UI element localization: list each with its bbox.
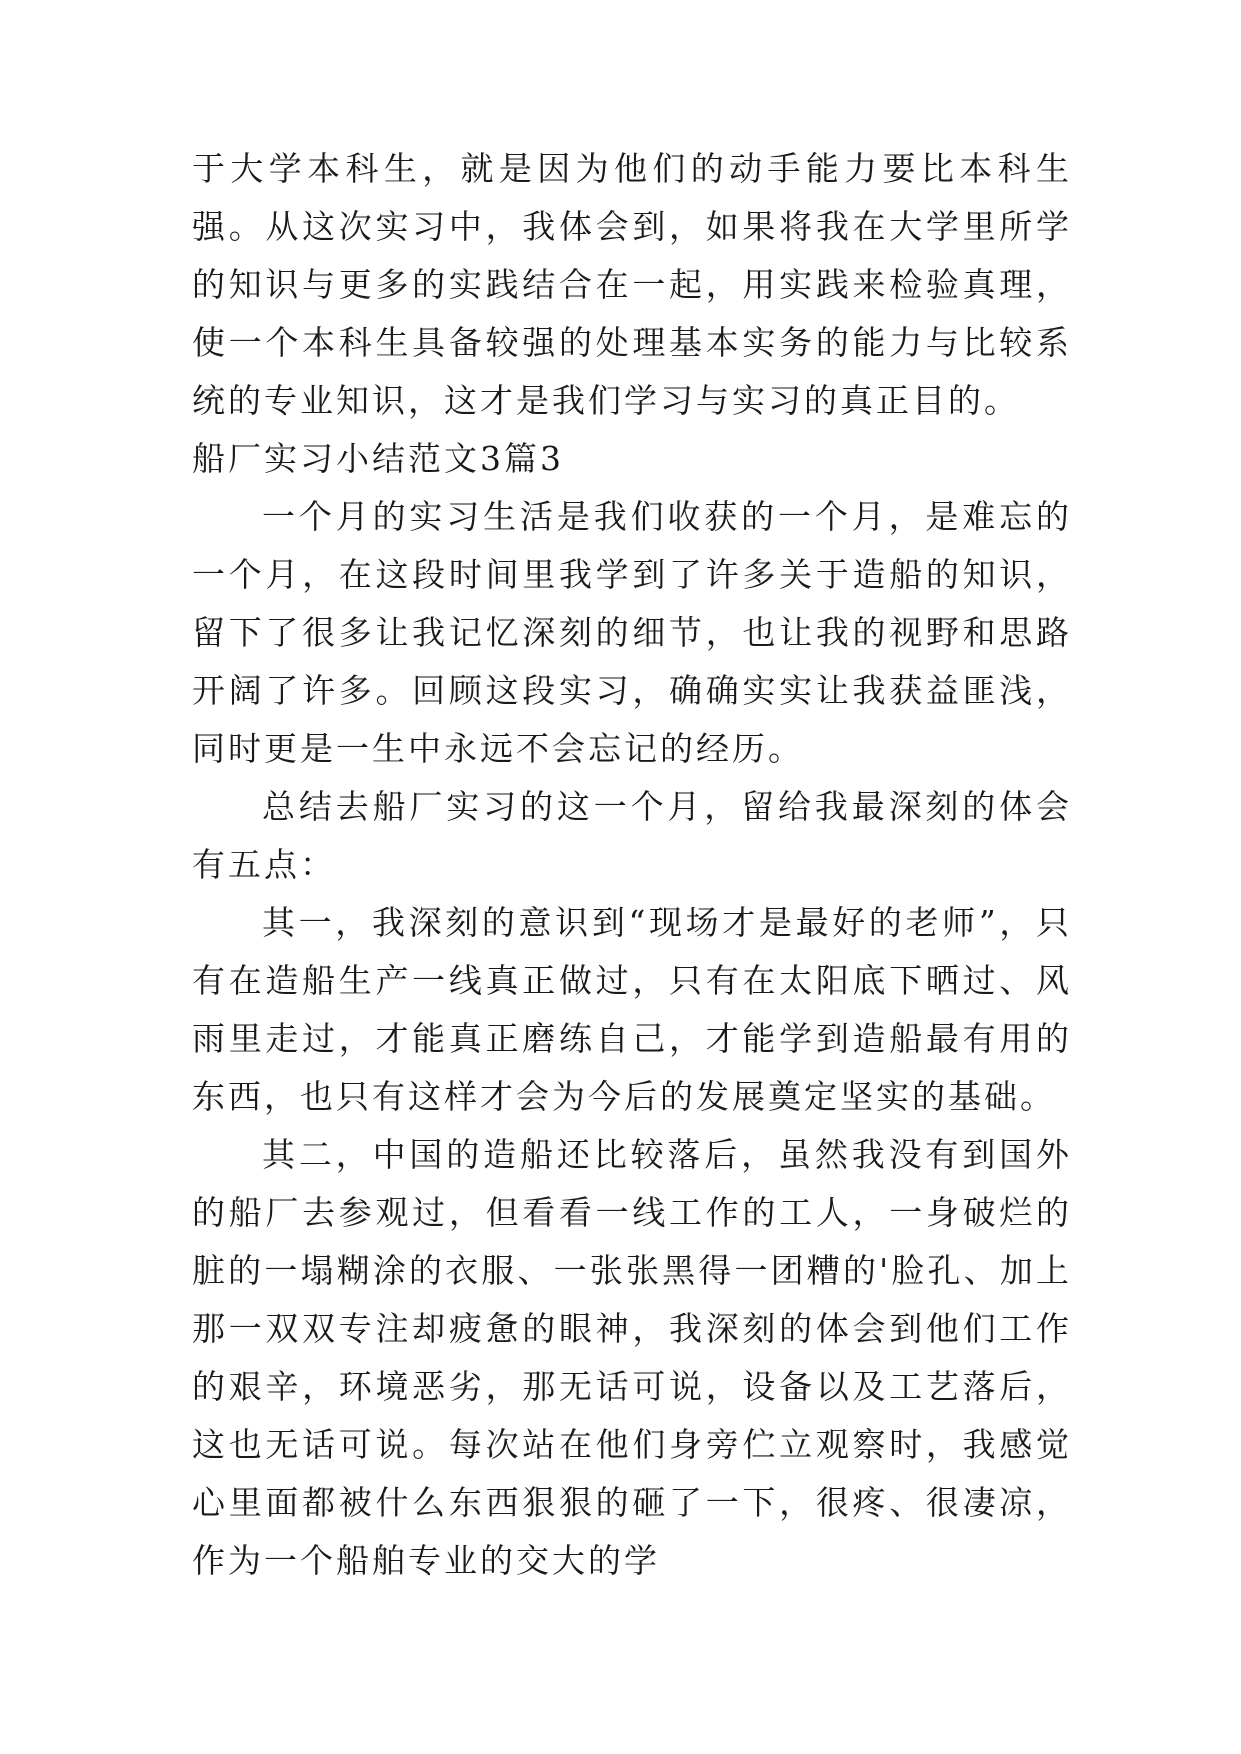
paragraph-point-one: 其一，我深刻的意识到“现场才是最好的老师”，只有在造船生产一线真正做过，只有在太阳底下晒过、风雨里走过，才能真正磨练自己，才能学到造船最有用的东西，也只有这样才会为今后的发展奠定坚实的基础。 (192, 903, 1072, 1116)
paragraph-intro: 一个月的实习生活是我们收获的一个月，是难忘的一个月，在这段时间里我学到了许多关于造船的知识，留下了很多让我记忆深刻的细节，也让我的视野和思路开阔了许多。回顾这段实习，确确实实让我获益匪浅，同时更是一生中永远不会忘记的经历。 (192, 497, 1072, 768)
paragraph-point-two: 其二，中国的造船还比较落后，虽然我没有到国外的船厂去参观过，但看看一线工作的工人，一身破烂的脏的一塌糊涂的衣服、一张张黑得一团糟的'脸孔、加上那一双双专注却疲惫的眼神，我深刻的体会到他们工作的艰辛，环境恶劣，那无话可说，设备以及工艺落后，这也无话可说。每次站在他们身旁伫立观察时，我感觉心里面都被什么东西狠狠的砸了一下，很疼、很凄凉，作为一个船舶专业的交大的学 (192, 1135, 1072, 1580)
continued-paragraph: 于大学本科生，就是因为他们的动手能力要比本科生强。从这次实习中，我体会到，如果将我在大学里所学的知识与更多的实践结合在一起，用实践来检验真理，使一个本科生具备较强的处理基本实务的能力与比较系统的专业知识，这才是我们学习与实习的真正目的。 (192, 149, 1072, 420)
section-heading: 船厂实习小结范文3篇3 (192, 439, 564, 478)
paragraph-summary: 总结去船厂实习的这一个月，留给我最深刻的体会有五点： (192, 787, 1072, 884)
document-body (192, 140, 1072, 1590)
